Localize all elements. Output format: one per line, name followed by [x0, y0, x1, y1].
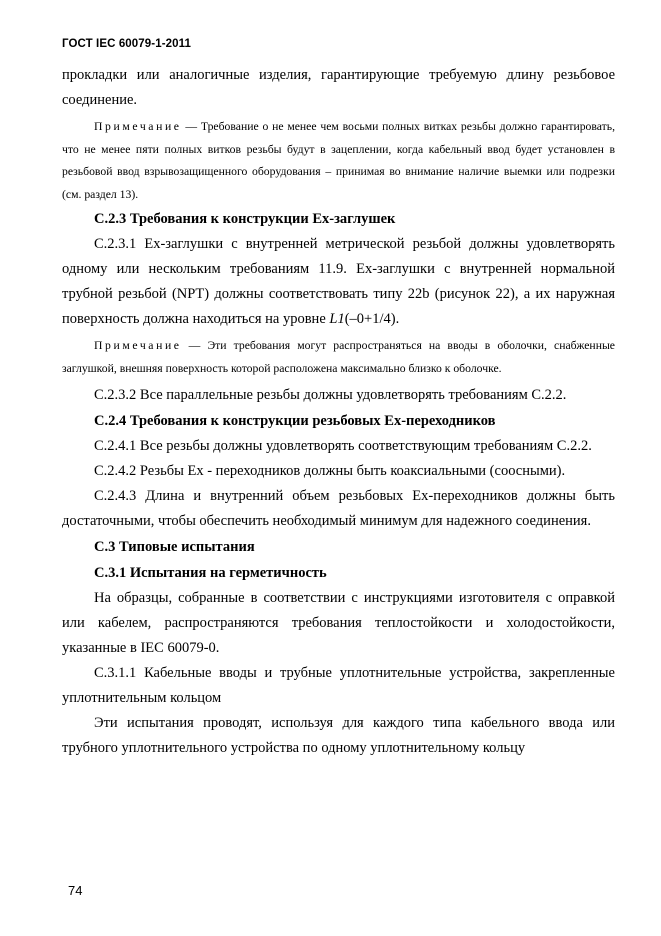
section-heading-c23: С.2.3 Требования к конструкции Ех-заглушек [94, 211, 396, 227]
paragraph-continuation: прокладки или аналогичные изделия, гарантирующие требуемую длину резьбовое соединение. [62, 67, 615, 108]
note-label: Примечание [94, 339, 182, 352]
paragraph-c231-tail: (–0+1/4). [344, 311, 400, 327]
paragraph-last: Эти испытания проводят, используя для каждого типа кабельного ввода или трубного уплотнительного устройства по одному уплотнительному кольцу [62, 715, 615, 756]
note-paragraph-1 [62, 116, 615, 206]
paragraph-c243: С.2.4.3 Длина и внутренний объем резьбовых Ех-переходников должны быть достаточными, чтобы обеспечить необходимый минимум для надежного соединения. [62, 488, 615, 529]
paragraph-c241: С.2.4.1 Все резьбы должны удовлетворять соответствующим требованиям С.2.2. [94, 438, 592, 454]
section-heading-c3: С.3 Типовые испытания [94, 539, 255, 555]
paragraph-c242: С.2.4.2 Резьбы Ех - переходников должны быть коаксиальными (соосными). [94, 463, 566, 479]
paragraph-c311: С.3.1.1 Кабельные вводы и трубные уплотнительные устройства, закрепленные уплотнительным кольцом [62, 665, 615, 706]
paragraph-c231-text: С.2.3.1 Ех-заглушки с внутренней метрической резьбой должны удовлетворять одному или нескольким требованиям 11.9. Ех-заглушки с внутренней нормальной трубной резьбой (NPT) должны соответствовать типу 22b (рисунок 22), а их наружная поверхность должна находиться на уровне [62, 236, 615, 327]
section-heading-c24: С.2.4 Требования к конструкции резьбовых Ех-переходников [94, 413, 496, 429]
paragraph-c31: На образцы, собранные в соответствии с инструкциями изготовителя с оправкой или кабелем, распространяются требования теплостойкости и холодостойкости, указанные в IEC 60079-0. [62, 590, 615, 656]
paragraph-c232: С.2.3.2 Все параллельные резьбы должны удовлетворять требованиям С.2.2. [94, 387, 567, 403]
paragraph-c231 [62, 232, 615, 332]
paragraph-c231-italic: L1 [329, 311, 345, 327]
note-label: Примечание [94, 120, 182, 133]
page-number: 74 [68, 883, 83, 898]
note-paragraph-2 [62, 335, 615, 380]
page-content [62, 63, 615, 761]
section-heading-c31: С.3.1 Испытания на герметичность [94, 565, 327, 581]
note-text: — Эти требования могут распространяться на вводы в оболочки, снабженные заглушкой, внешняя поверхность которой расположена максимально близко к оболочке. [62, 339, 615, 375]
standard-header: ГОСТ IEC 60079-1-2011 [62, 38, 191, 50]
note-text: — Требование о не менее чем восьми полных витках резьбы должно гарантировать, что не менее пяти полных витков резьбы будут в зацеплении, когда кабельный ввод будет установлен в резьбовой ввод взрывозащищенного оборудования – принимая во внимание наличие выемки или подрезки (см. раздел 13). [62, 120, 615, 201]
